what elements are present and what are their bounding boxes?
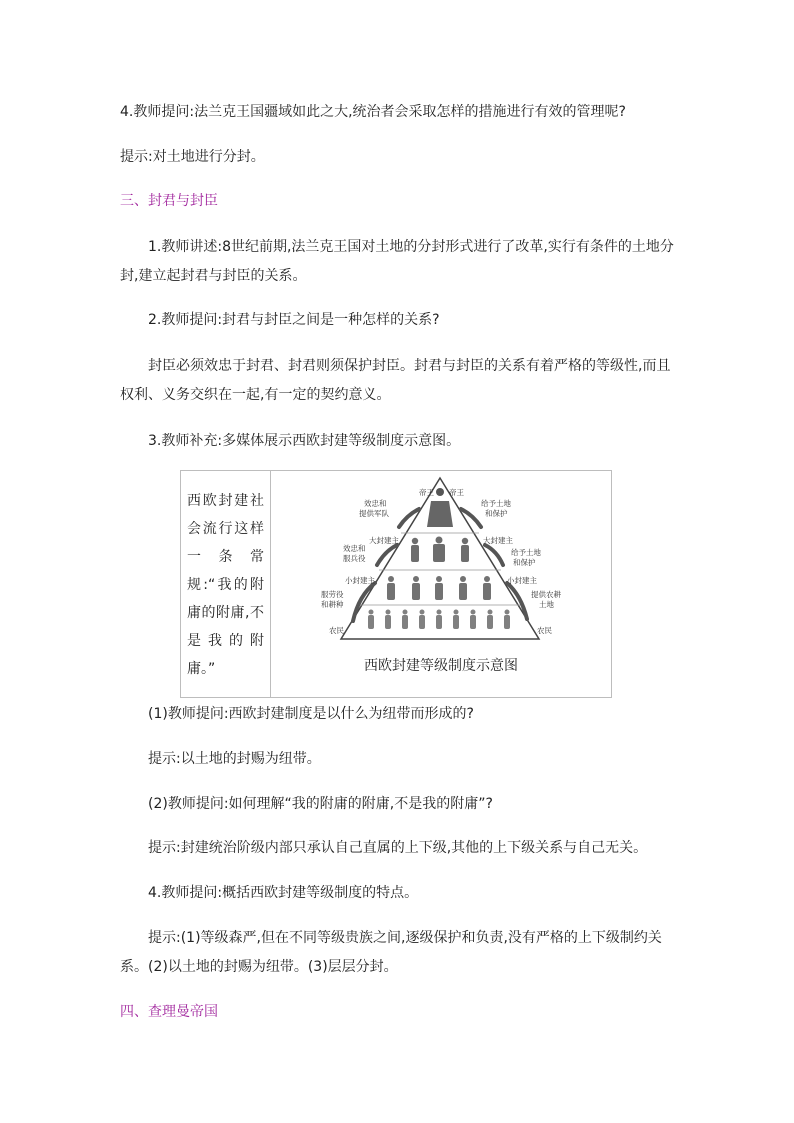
s3-item-4: 4.教师提问:概括西欧封建等级制度的特点。 <box>148 885 419 901</box>
label-farm-land-1: 提供农耕 <box>531 590 561 599</box>
sub1-question: (1)教师提问:西欧封建制度是以什么为纽带而形成的? <box>148 706 474 722</box>
great-lords-figures <box>411 537 469 563</box>
label-labor-1: 服劳役 <box>321 590 344 599</box>
label-great-lord-right: 大封建主 <box>483 536 513 545</box>
label-loyalty-army-1: 效忠和 <box>364 499 387 508</box>
small-lords-figures <box>387 576 491 600</box>
section-4-heading: 四、查理曼帝国 <box>120 1004 218 1020</box>
label-emperor-left: 帝王 <box>419 488 434 497</box>
peasants-figures <box>368 610 510 630</box>
label-farm-land-2: 土地 <box>539 600 554 609</box>
s3-item-3: 3.教师补充:多媒体展示西欧封建等级制度示意图。 <box>148 433 461 449</box>
label-small-lord-right: 小封建主 <box>507 576 537 585</box>
label-labor-2: 和耕种 <box>321 600 344 609</box>
section-3-heading: 三、封君与封臣 <box>120 193 218 209</box>
sub2-answer: 提示:封建统治阶级内部只承认自己直属的上下级,其他的上下级关系与自己无关。 <box>148 840 648 856</box>
feudal-figure-table <box>180 470 612 698</box>
label-loyalty-service-2: 服兵役 <box>343 554 366 563</box>
s3-item-2: 2.教师提问:封君与封臣之间是一种怎样的关系? <box>148 312 440 328</box>
s3-item-1: 1.教师讲述:8世纪前期,法兰克王国对土地的分封形式进行了改革,实行有条件的土地分封,建立起封君与封臣的关系。 <box>120 239 674 284</box>
feudal-pyramid-diagram <box>271 471 611 651</box>
sub1-answer: 提示:以土地的封赐为纽带。 <box>148 751 321 767</box>
label-emperor-right: 帝王 <box>449 488 464 497</box>
label-loyalty-service-1: 效忠和 <box>343 544 366 553</box>
label-peasant-left: 农民 <box>329 626 344 635</box>
s3-item-2-answer: 封臣必须效忠于封君、封君则须保护封臣。封君与封臣的关系有着严格的等级性,而且权利、义务交织在一起,有一定的契约意义。 <box>120 358 671 403</box>
label-great-lord-left: 大封建主 <box>369 536 399 545</box>
label-grant-land2-2: 和保护 <box>513 558 536 567</box>
label-loyalty-army-2: 提供军队 <box>359 509 389 518</box>
s3-item-4-answer: 提示:(1)等级森严,但在不同等级贵族之间,逐级保护和负责,没有严格的上下级制约关系。(2)以土地的封赐为纽带。(3)层层分封。 <box>120 930 662 975</box>
figure-caption: 西欧封建等级制度示意图 <box>364 658 518 674</box>
label-grant-land-2: 和保护 <box>485 509 508 518</box>
label-grant-land2-1: 给予土地 <box>511 548 541 557</box>
feudal-hierarchy-figure <box>271 471 611 697</box>
label-small-lord-left: 小封建主 <box>345 576 375 585</box>
q4-teacher-question: 4.教师提问:法兰克王国疆域如此之大,统治者会采取怎样的措施进行有效的管理呢? <box>120 104 626 120</box>
sub2-question: (2)教师提问:如何理解“我的附庸的附庸,不是我的附庸”? <box>148 796 493 812</box>
label-grant-land-1: 给予土地 <box>481 499 511 508</box>
label-peasant-right: 农民 <box>537 626 552 635</box>
figure-side-text: 西欧封建社会流行这样一条常规:“我的附庸的附庸,不是我的附庸。” <box>181 471 271 697</box>
q4-hint: 提示:对土地进行分封。 <box>120 149 265 165</box>
